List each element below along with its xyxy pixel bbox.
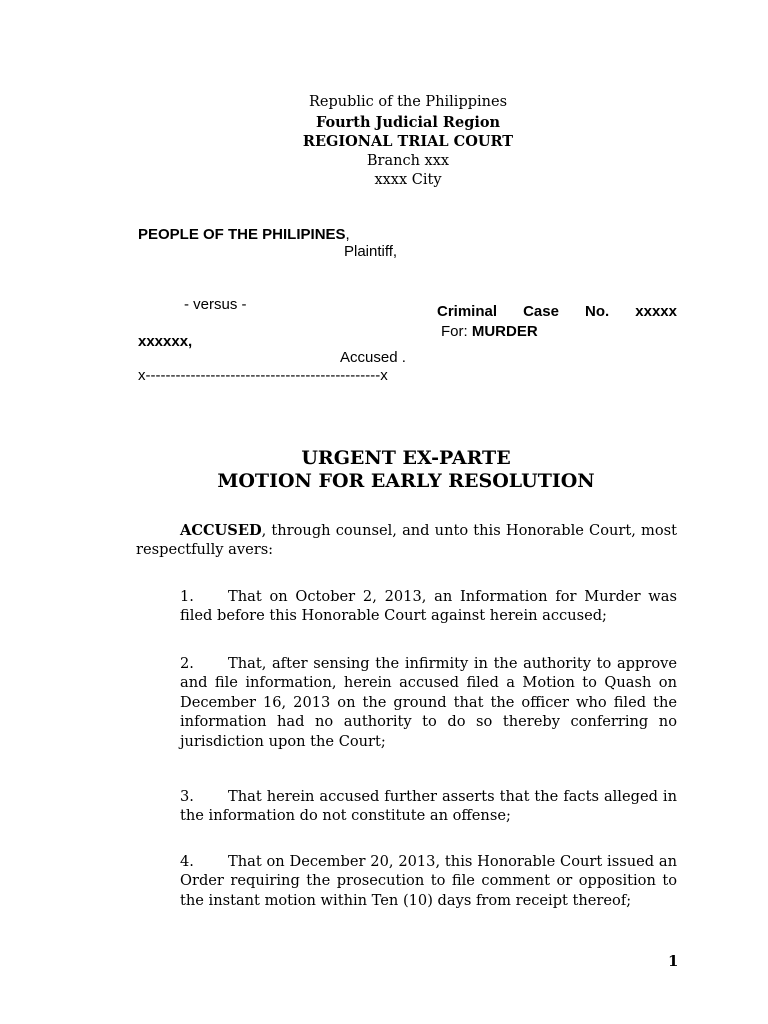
versus-label: - versus - xyxy=(184,296,247,313)
motion-title-line-1: URGENT EX-PARTE xyxy=(301,447,511,469)
accused-role: Accused . xyxy=(340,349,406,366)
caption-divider: x-----------------------------------------------x xyxy=(138,367,388,384)
paragraph-text: That on October 2, 2013, an Information for Murder was filed before this Honorable Court against herein accused; xyxy=(180,588,677,625)
for-label: For: xyxy=(441,323,472,340)
paragraph-number: 1. xyxy=(180,588,194,605)
paragraph-text: That, after sensing the infirmity in the authority to approve and file information, herein accused filed a Motion to Quash on December 16, 2013 on the ground that the officer who filed the information had no authority to do so thereby conferring no jurisdiction upon the Court; xyxy=(180,655,677,750)
branch-line: Branch xxx xyxy=(366,152,450,169)
paragraph-4 xyxy=(180,852,677,910)
city-line: xxxx City xyxy=(374,172,442,188)
paragraph-1 xyxy=(180,587,677,626)
motion-title-line-2: MOTION FOR EARLY RESOLUTION xyxy=(217,470,595,492)
intro-paragraph xyxy=(136,521,677,560)
plaintiff-name: PEOPLE OF THE PHILIPINES xyxy=(138,226,346,243)
plaintiff-role: Plaintiff, xyxy=(344,243,398,260)
plaintiff-comma: , xyxy=(345,226,350,243)
intro-lead: ACCUSED xyxy=(180,522,262,539)
paragraph-3 xyxy=(180,787,677,826)
court-name-line: REGIONAL TRIAL COURT xyxy=(302,133,514,150)
paragraph-text: That on December 20, 2013, this Honorable Court issued an Order requiring the prosecution to file comment or opposition to the instant motion within Ten (10) days from receipt thereof; xyxy=(180,853,677,909)
paragraph-text: That herein accused further asserts that the facts alleged in the information do not constitute an offense; xyxy=(180,788,677,825)
republic-line: Republic of the Philippines xyxy=(308,94,508,110)
page-number: 1 xyxy=(668,952,679,970)
paragraph-2 xyxy=(180,654,677,751)
offense-value: MURDER xyxy=(471,323,538,340)
paragraph-number: 3. xyxy=(180,788,194,805)
paragraph-number: 4. xyxy=(180,853,194,870)
judicial-region-line: Fourth Judicial Region xyxy=(315,113,501,131)
intro-text: , through counsel, and unto this Honorable Court, most respectfully avers: xyxy=(136,522,677,559)
accused-name: xxxxxx, xyxy=(138,333,193,350)
criminal-case-number: Criminal Case No. xxxxx xyxy=(437,303,677,320)
plaintiff-name-line xyxy=(138,226,350,243)
court-header xyxy=(0,93,768,191)
paragraph-number: 2. xyxy=(180,655,194,672)
case-offense-line xyxy=(441,323,538,340)
